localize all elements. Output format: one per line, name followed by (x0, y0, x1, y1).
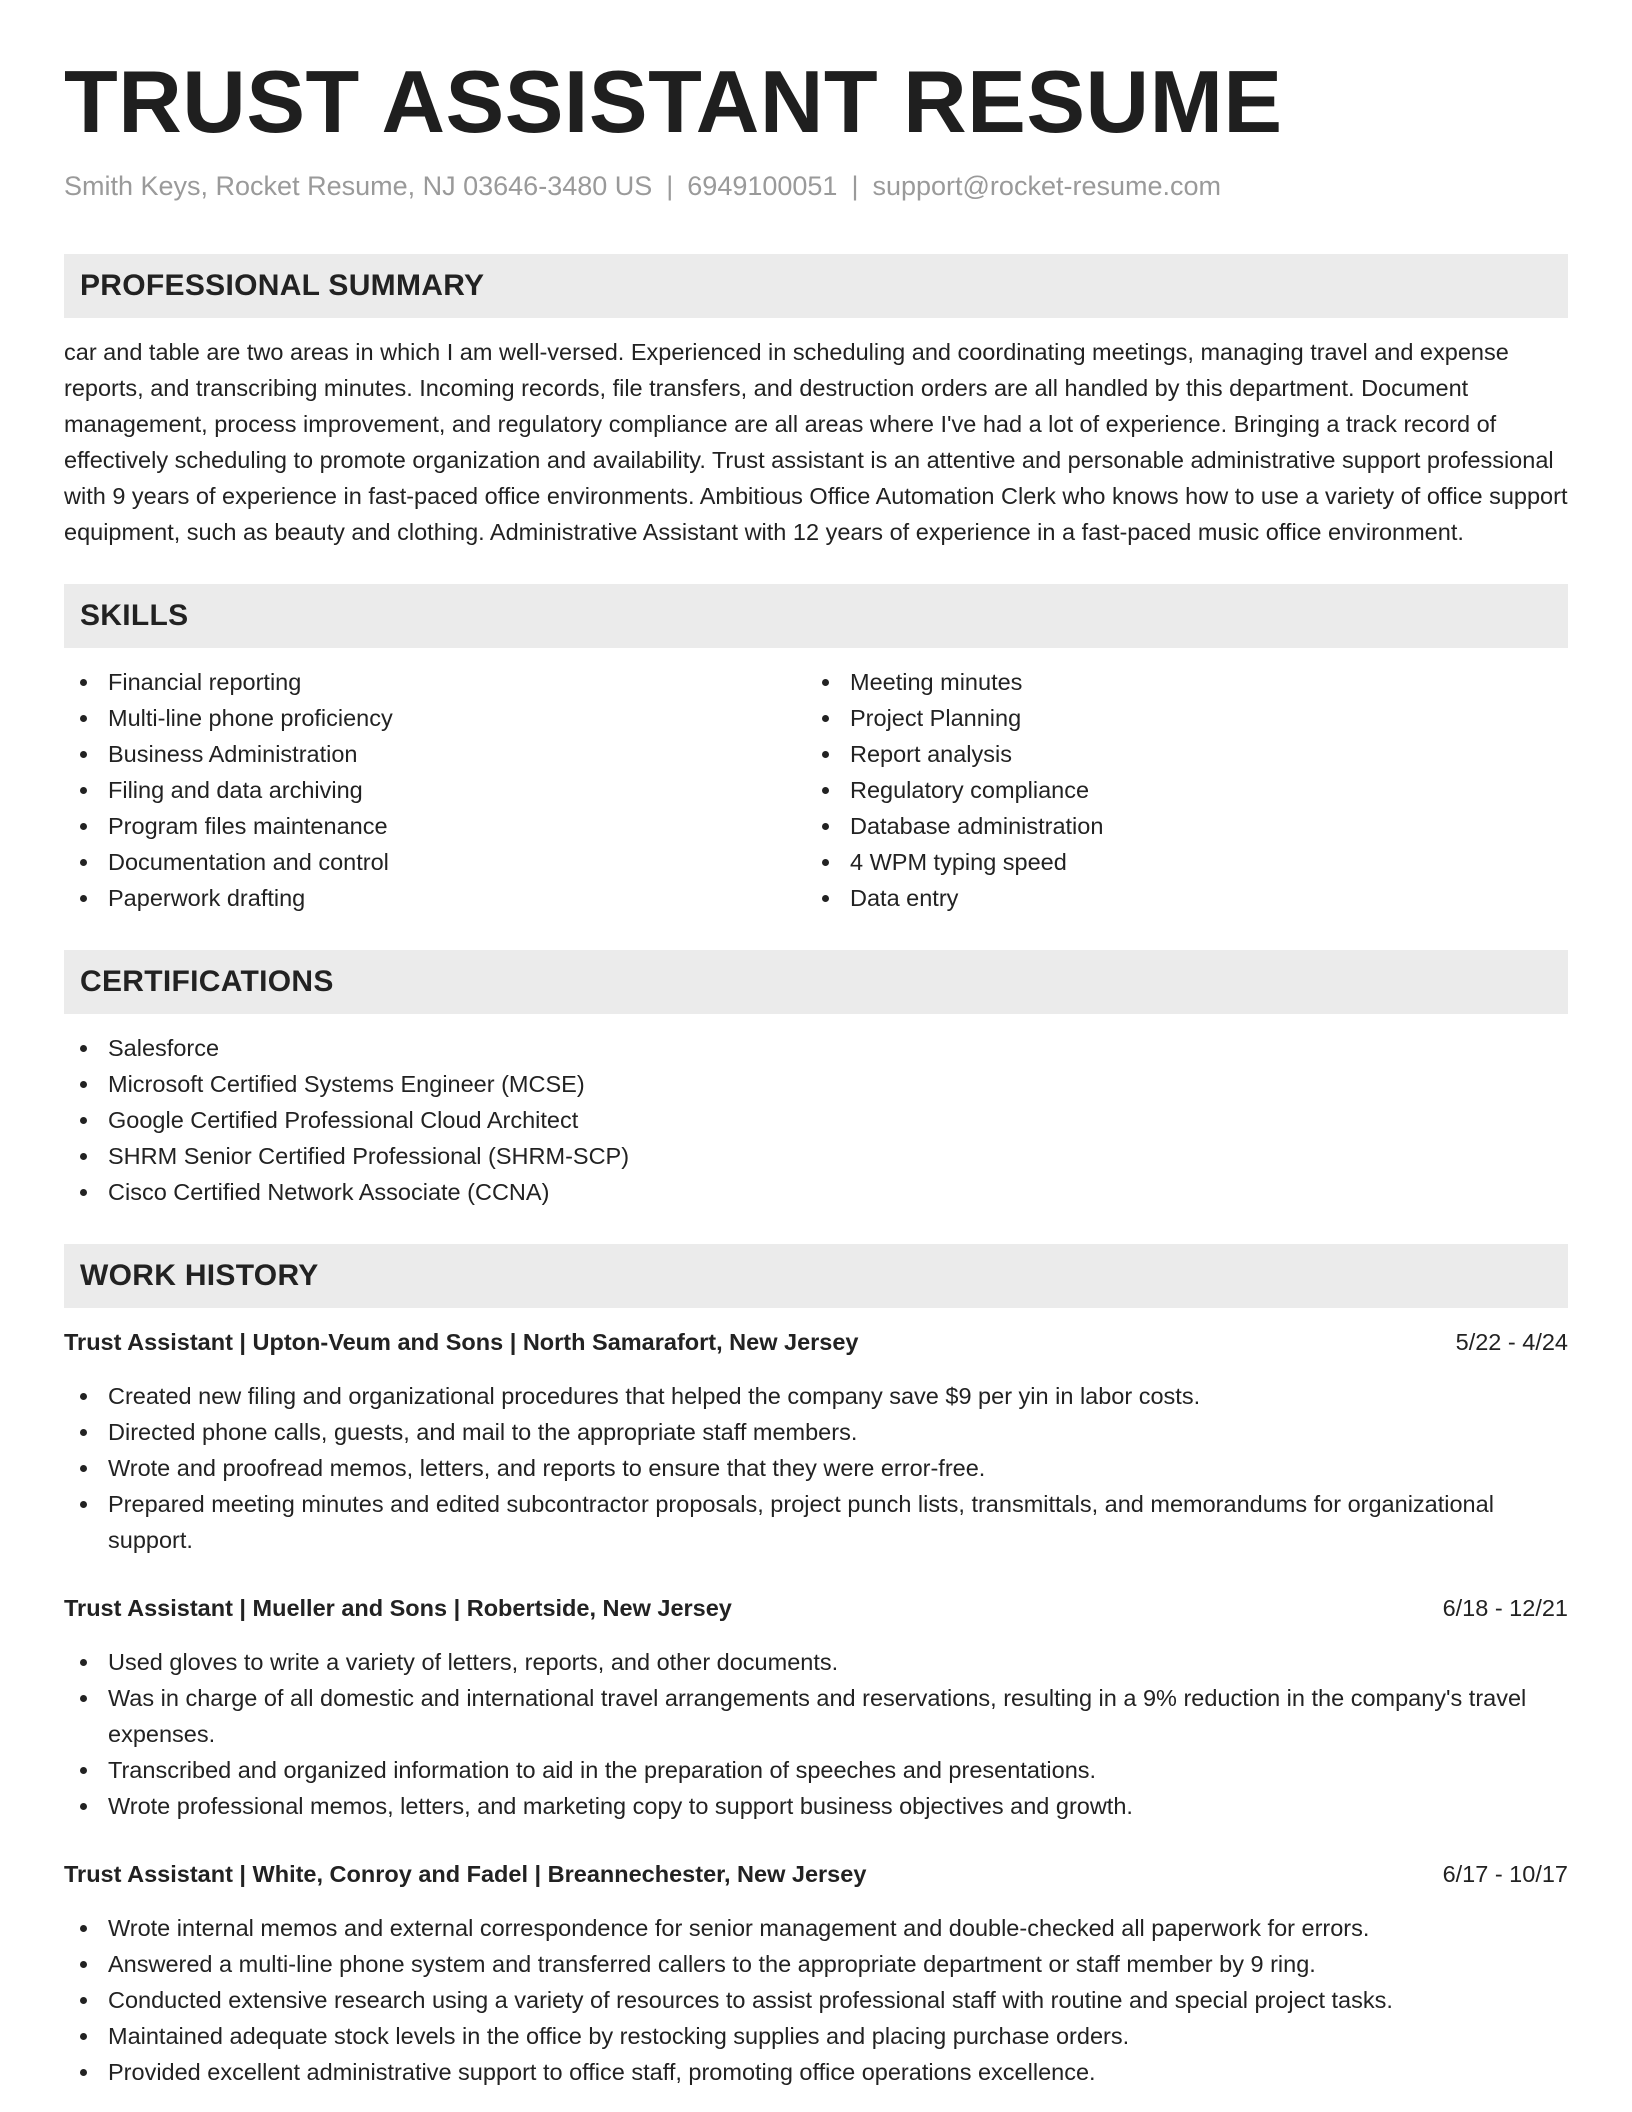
job-entry (64, 1590, 1568, 1824)
skill-item: Financial reporting (64, 664, 806, 700)
certifications-list (64, 1030, 1568, 1210)
skill-item: Project Planning (806, 700, 1548, 736)
section-heading-skills: SKILLS (64, 584, 1568, 648)
job-dates: 6/17 - 10/17 (1442, 1861, 1568, 1887)
job-bullet: Transcribed and organized information to aid in the preparation of speeches and presentations. (64, 1752, 1568, 1788)
job-entry (64, 1324, 1568, 1558)
contact-phone: 6949100051 (687, 171, 838, 201)
contact-separator: | (666, 171, 674, 201)
section-heading-certifications: CERTIFICATIONS (64, 950, 1568, 1014)
skill-item: Meeting minutes (806, 664, 1548, 700)
contact-address: Smith Keys, Rocket Resume, NJ 03646-3480 US (64, 171, 653, 201)
skill-item: Regulatory compliance (806, 772, 1548, 808)
job-bullet: Wrote internal memos and external correspondence for senior management and double-checked all paperwork for errors. (64, 1910, 1568, 1946)
skill-item: Business Administration (64, 736, 806, 772)
skills-list-left (64, 664, 806, 916)
certification-item: Google Certified Professional Cloud Architect (64, 1102, 1568, 1138)
resume-title: TRUST ASSISTANT RESUME (64, 52, 1283, 151)
job-bullet: Wrote and proofread memos, letters, and reports to ensure that they were error-free. (64, 1450, 1568, 1486)
skills-grid (64, 664, 1568, 916)
job-header (64, 1590, 1568, 1626)
job-bullet-list (64, 1644, 1568, 1824)
contact-line (64, 168, 1568, 204)
job-bullet: Was in charge of all domestic and international travel arrangements and reservations, resulting in a 9% reduction in the company's travel expenses. (64, 1680, 1568, 1752)
skill-item: Database administration (806, 808, 1548, 844)
contact-separator: | (851, 171, 859, 201)
skill-item: Multi-line phone proficiency (64, 700, 806, 736)
job-header (64, 1324, 1568, 1360)
skill-item: 4 WPM typing speed (806, 844, 1548, 880)
contact-email: support@rocket-resume.com (872, 171, 1221, 201)
job-entry (64, 1856, 1568, 2090)
skills-list-right (806, 664, 1548, 916)
job-bullet-list (64, 1378, 1568, 1558)
skill-item: Report analysis (806, 736, 1548, 772)
work-history-list (64, 1324, 1568, 2090)
skill-item: Program files maintenance (64, 808, 806, 844)
job-header (64, 1856, 1568, 1892)
job-bullet: Used gloves to write a variety of letters, reports, and other documents. (64, 1644, 1568, 1680)
certification-item: SHRM Senior Certified Professional (SHRM-SCP) (64, 1138, 1568, 1174)
skill-item: Documentation and control (64, 844, 806, 880)
job-dates: 6/18 - 12/21 (1442, 1595, 1568, 1621)
skill-item: Paperwork drafting (64, 880, 806, 916)
job-bullet: Created new filing and organizational procedures that helped the company save $9 per yin in labor costs. (64, 1378, 1568, 1414)
certification-item: Cisco Certified Network Associate (CCNA) (64, 1174, 1568, 1210)
job-bullet-list (64, 1910, 1568, 2090)
job-title: Trust Assistant | White, Conroy and Fadel | Breannechester, New Jersey (64, 1861, 867, 1887)
job-bullet: Answered a multi-line phone system and transferred callers to the appropriate department or staff member by 9 ring. (64, 1946, 1568, 1982)
job-bullet: Provided excellent administrative support to office staff, promoting office operations excellence. (64, 2054, 1568, 2090)
job-bullet: Directed phone calls, guests, and mail to the appropriate staff members. (64, 1414, 1568, 1450)
job-bullet: Maintained adequate stock levels in the office by restocking supplies and placing purchase orders. (64, 2018, 1568, 2054)
summary-paragraph: car and table are two areas in which I am well-versed. Experienced in scheduling and coordinating meetings, managing travel and expense reports, and transcribing minutes. Incoming records, file transfers, and destruction orders are all handled by this department. Document management, process improvement, and regulatory compliance are all areas where I've had a lot of experience. Bringing a track record of effectively scheduling to promote organization and availability. Trust assistant is an attentive and personable administrative support professional with 9 years of experience in fast-paced office environments. Ambitious Office Automation Clerk who knows how to use a variety of office support equipment, such as beauty and clothing. Administrative Assistant with 12 years of experience in a fast-paced music office environment. (64, 339, 1568, 545)
job-bullet: Conducted extensive research using a variety of resources to assist professional staff with routine and special project tasks. (64, 1982, 1568, 2018)
skill-item: Data entry (806, 880, 1548, 916)
job-title: Trust Assistant | Upton-Veum and Sons | North Samarafort, New Jersey (64, 1329, 859, 1355)
certification-item: Salesforce (64, 1030, 1568, 1066)
certification-item: Microsoft Certified Systems Engineer (MCSE) (64, 1066, 1568, 1102)
resume-page (64, 52, 1568, 2090)
section-heading-work-history: WORK HISTORY (64, 1244, 1568, 1308)
section-heading-summary: PROFESSIONAL SUMMARY (64, 254, 1568, 318)
job-dates: 5/22 - 4/24 (1455, 1329, 1568, 1355)
skill-item: Filing and data archiving (64, 772, 806, 808)
job-bullet: Wrote professional memos, letters, and marketing copy to support business objectives and growth. (64, 1788, 1568, 1824)
job-title: Trust Assistant | Mueller and Sons | Robertside, New Jersey (64, 1595, 732, 1621)
job-bullet: Prepared meeting minutes and edited subcontractor proposals, project punch lists, transmittals, and memorandums for organizational support. (64, 1486, 1568, 1558)
